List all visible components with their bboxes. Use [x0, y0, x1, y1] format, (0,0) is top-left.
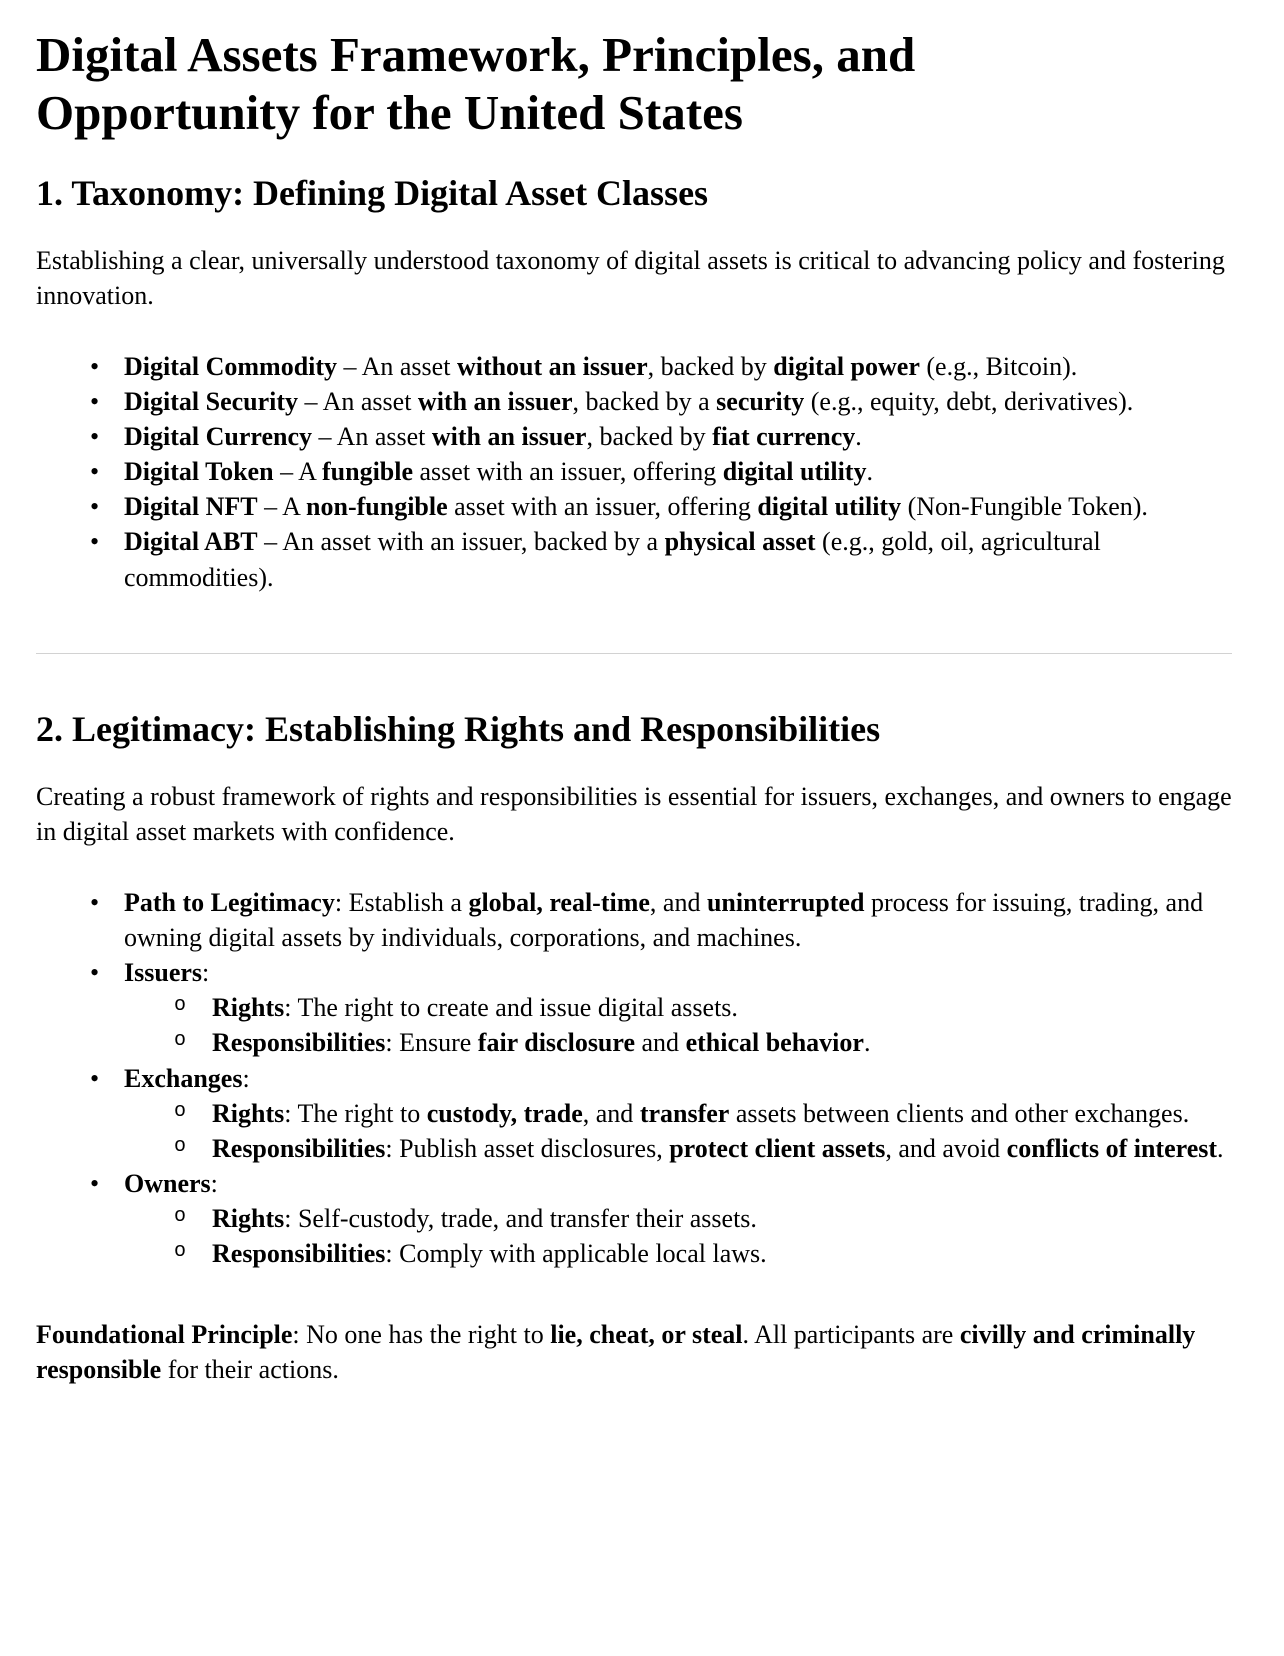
owners-sub-list — [124, 1201, 1232, 1271]
bullet-text: Digital Commodity – An asset without an issuer, backed by digital power (e.g., Bitcoin). — [124, 352, 1078, 381]
section-legitimacy-intro: Creating a robust framework of rights and responsibilities is essential for issuers, exchanges, and owners to engage in digital asset markets with confidence. — [36, 781, 1232, 846]
sub-bullet-item — [172, 1096, 1232, 1131]
sub-bullet-text: Rights: Self-custody, trade, and transfer their assets. — [212, 1203, 757, 1233]
section-taxonomy-intro: Establishing a clear, universally understood taxonomy of digital assets is critical to advancing policy and fostering innovation. — [36, 245, 1225, 310]
issuers-sub-list — [124, 990, 1232, 1060]
bullet-text: Path to Legitimacy: Establish a global, real-time, and uninterrupted process for issuing, trading, and owning digital assets by individuals, corporations, and machines. — [124, 888, 1204, 953]
sub-bullet-item — [172, 990, 1232, 1025]
section-divider — [36, 653, 1232, 654]
bullet-item — [88, 489, 1232, 524]
sub-bullet-item — [172, 1025, 1232, 1060]
section-taxonomy — [36, 172, 1232, 595]
bullet-item — [88, 384, 1232, 419]
document-title: Digital Assets Framework, Principles, and Opportunity for the United States — [36, 27, 916, 140]
bullet-item — [88, 454, 1232, 489]
bullet-text: Exchanges: — [124, 1063, 250, 1093]
bullet-item — [88, 885, 1232, 955]
bullet-text: Digital ABT – An asset with an issuer, backed by a physical asset (e.g., gold, oil, agricultural commodities). — [124, 527, 1101, 592]
bullet-item-owners — [88, 1166, 1232, 1271]
bullet-text: Digital Currency – An asset with an issuer, backed by fiat currency. — [124, 422, 862, 452]
legitimacy-bullet-list — [36, 885, 1232, 1271]
sub-bullet-item — [172, 1201, 1232, 1236]
bullet-text: Issuers: — [124, 958, 210, 988]
bullet-item — [88, 524, 1232, 594]
bullet-item — [88, 349, 1232, 384]
bullet-text: Digital NFT – A non-fungible asset with an issuer, offering digital utility (Non-Fungible Token). — [124, 492, 1148, 522]
bullet-text: Owners: — [124, 1168, 218, 1198]
exchanges-sub-list — [124, 1096, 1232, 1166]
sub-bullet-text: Responsibilities: Publish asset disclosures, protect client assets, and avoid conflicts of interest. — [212, 1133, 1224, 1163]
sub-bullet-text: Rights: The right to custody, trade, and transfer assets between clients and other exchanges. — [212, 1098, 1190, 1128]
sub-bullet-text: Responsibilities: Comply with applicable local laws. — [212, 1238, 767, 1268]
bullet-item-issuers — [88, 955, 1232, 1060]
sub-bullet-item — [172, 1236, 1232, 1271]
sub-bullet-text: Rights: The right to create and issue digital assets. — [212, 993, 738, 1023]
taxonomy-bullet-list — [36, 349, 1232, 595]
sub-bullet-item — [172, 1131, 1232, 1166]
foundational-principle: Foundational Principle: No one has the right to lie, cheat, or steal. All participants are civilly and criminally responsible for their actions. — [36, 1320, 1196, 1385]
bullet-text: Digital Token – A fungible asset with an issuer, offering digital utility. — [124, 457, 873, 487]
bullet-item-exchanges — [88, 1061, 1232, 1166]
sub-bullet-text: Responsibilities: Ensure fair disclosure and ethical behavior. — [212, 1028, 871, 1058]
bullet-item — [88, 419, 1232, 454]
section-legitimacy-heading: 2. Legitimacy: Establishing Rights and Responsibilities — [36, 708, 881, 749]
bullet-text: Digital Security – An asset with an issuer, backed by a security (e.g., equity, debt, derivatives). — [124, 387, 1134, 417]
section-taxonomy-heading: 1. Taxonomy: Defining Digital Asset Classes — [36, 172, 709, 213]
section-legitimacy — [36, 708, 1232, 1388]
